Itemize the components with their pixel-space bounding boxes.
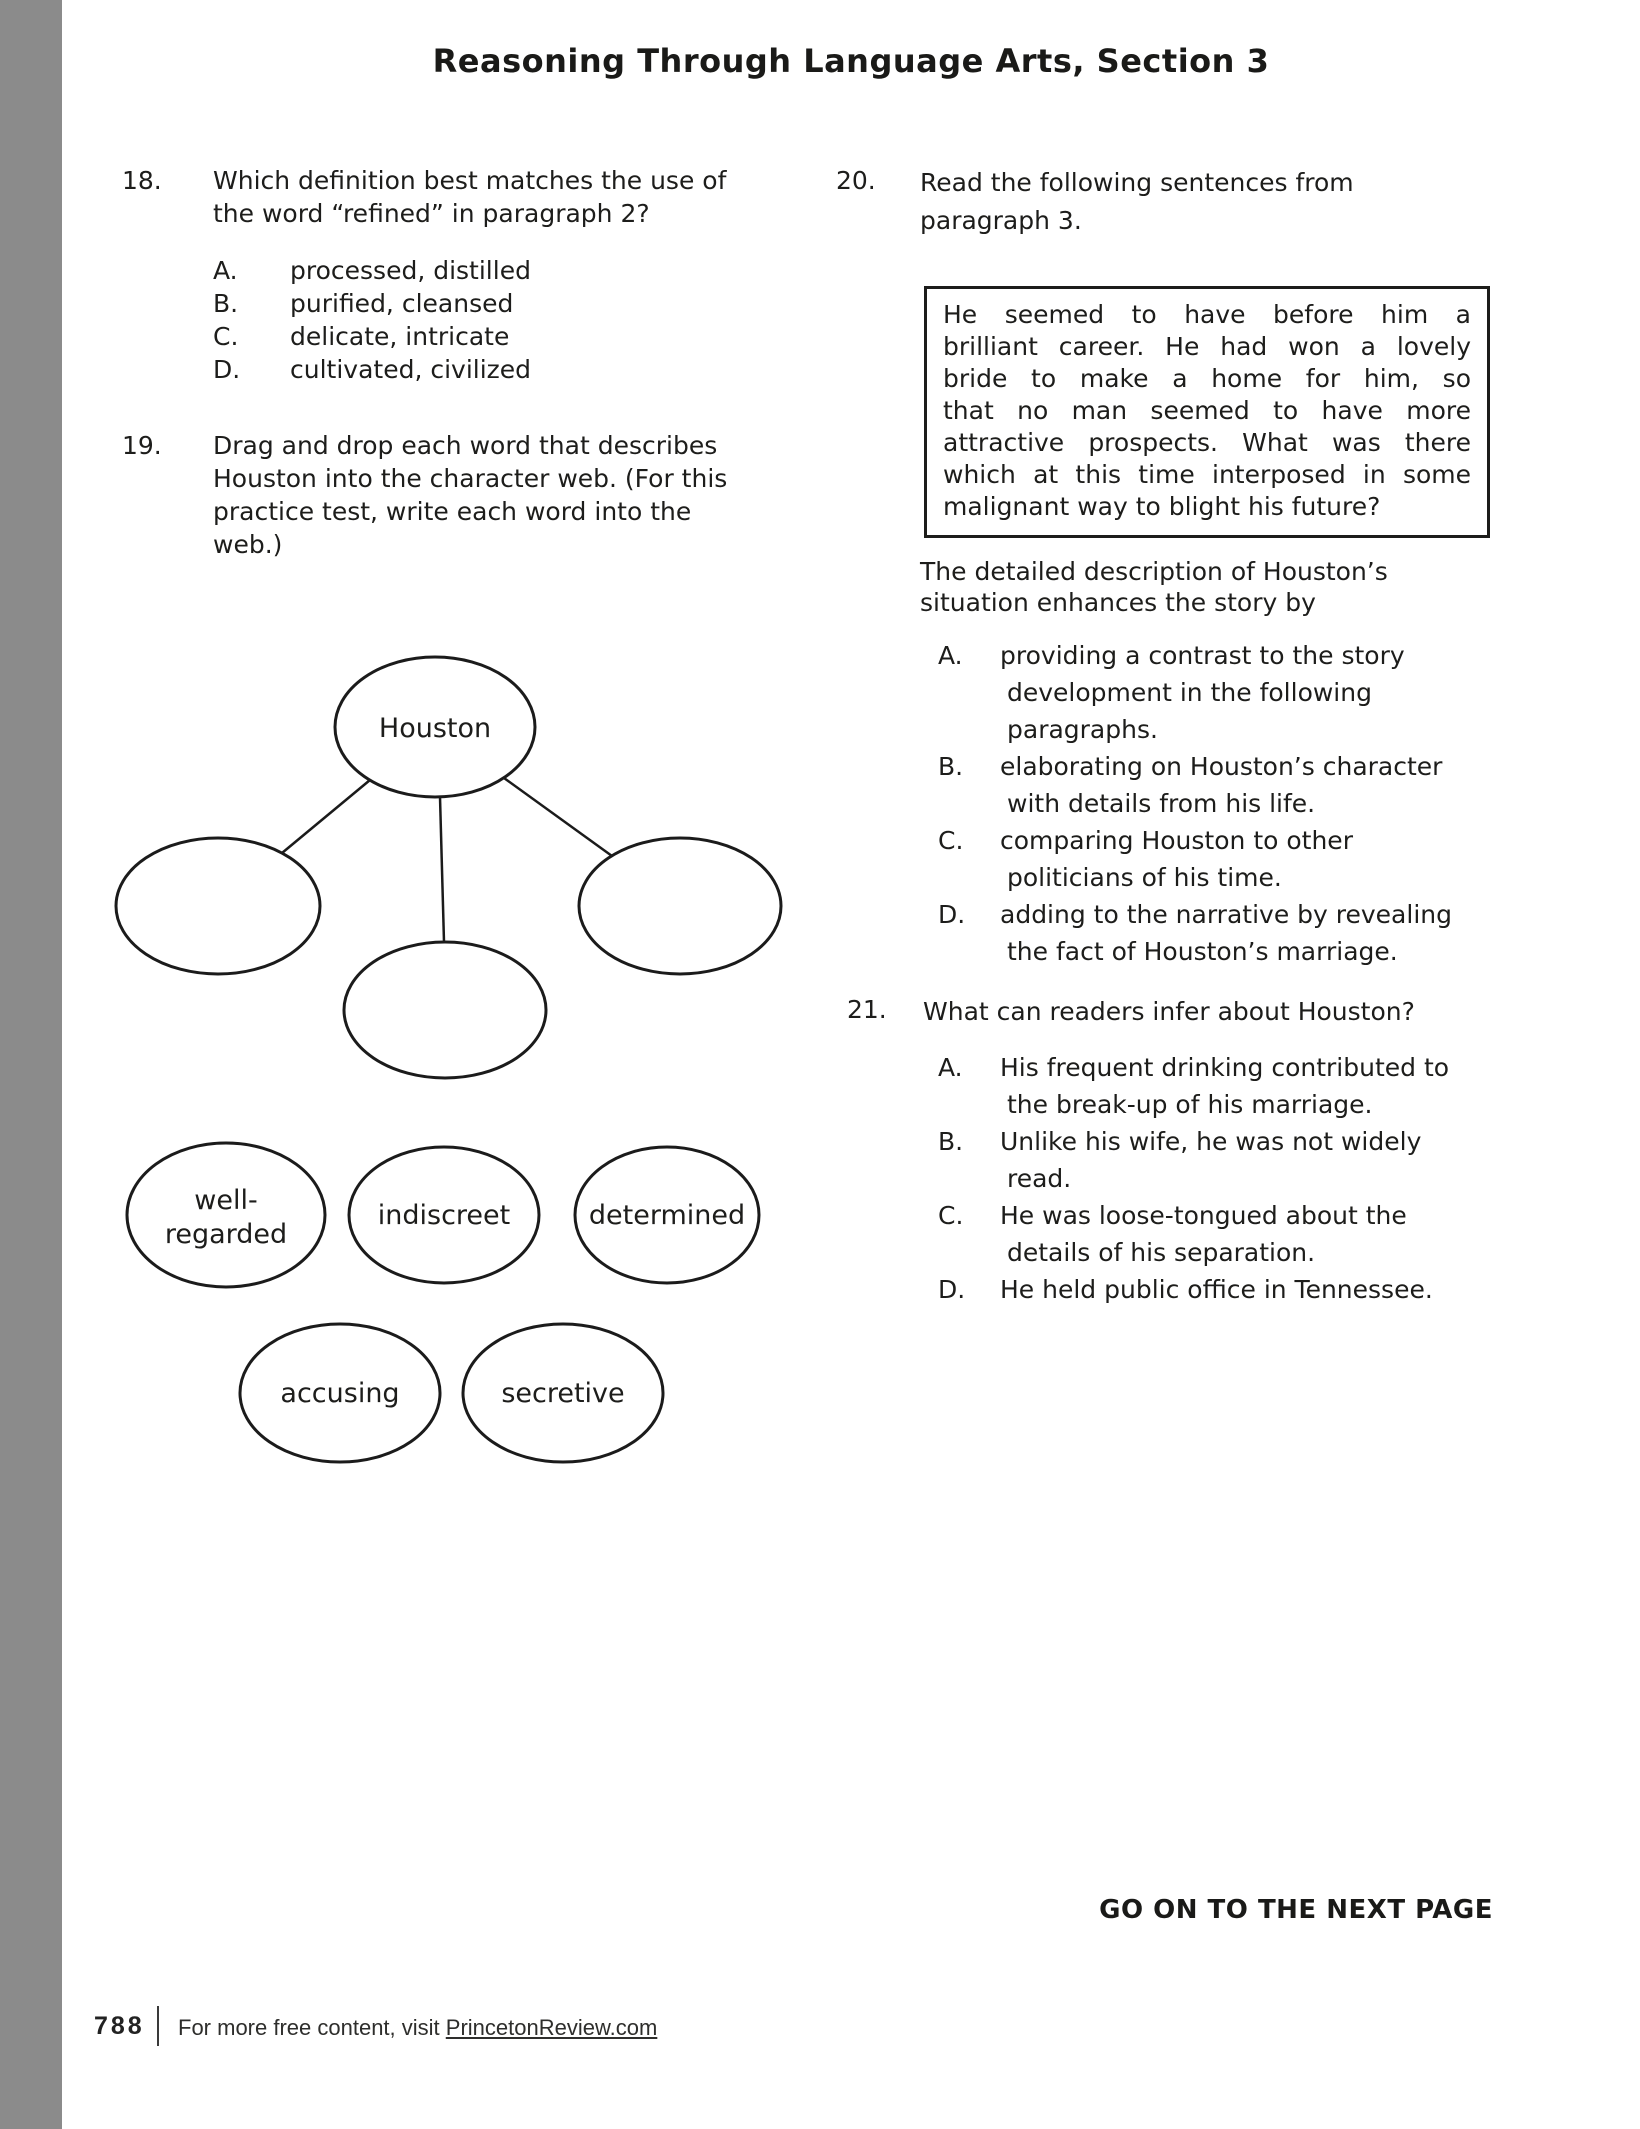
question-21-number: 21. [847, 995, 887, 1024]
footer-note-text: For more free content, visit [178, 2015, 446, 2040]
footer-divider [157, 2006, 159, 2046]
go-on-instruction: GO ON TO THE NEXT PAGE [1099, 1895, 1493, 1925]
page-title: Reasoning Through Language Arts, Section 3 [432, 42, 1270, 80]
option-letter: B. [213, 289, 239, 318]
web-empty-node-middle[interactable] [344, 942, 546, 1078]
answer-option [213, 353, 531, 386]
option-text: processed, distilled [290, 256, 531, 285]
question-20-number: 20. [836, 166, 876, 195]
character-web-diagram [90, 640, 810, 1480]
question-18-options [213, 254, 531, 386]
question-18-number: 18. [122, 166, 162, 195]
question-19-stem: Drag and drop each word that describes Houston into the character web. (For this practice test, write each word into the web.) [213, 431, 728, 559]
footer-note [178, 2015, 657, 2041]
question-20-explanation: The detailed description of Houston’s situation enhances the story by [920, 557, 1388, 617]
web-center-label: Houston [378, 713, 492, 744]
answer-option [938, 896, 1452, 970]
word-bank-label: indiscreet [377, 1200, 511, 1231]
web-connector [282, 780, 370, 853]
answer-option [938, 822, 1452, 896]
word-bank-label: accusing [280, 1378, 400, 1409]
page-edge-band [0, 0, 62, 2129]
answer-option [938, 1197, 1449, 1271]
page-footer [0, 2000, 1640, 2060]
word-bank-label: regarded [164, 1219, 288, 1250]
question-21-stem: What can readers infer about Houston? [923, 997, 1415, 1026]
answer-option [938, 1049, 1449, 1123]
option-text: delicate, intricate [290, 322, 510, 351]
option-text: comparing Houston to other politicians of his time. [1000, 826, 1353, 892]
answer-option [213, 254, 531, 287]
option-letter: B. [938, 1127, 964, 1156]
option-text: Unlike his wife, he was not widely read. [1000, 1127, 1422, 1193]
option-text: adding to the narrative by revealing the fact of Houston’s marriage. [1000, 900, 1452, 966]
option-letter: A. [938, 641, 963, 670]
word-bank-label: well- [194, 1185, 258, 1216]
option-text: He held public office in Tennessee. [1000, 1275, 1433, 1304]
option-text: purified, cleansed [290, 289, 514, 318]
option-letter: A. [938, 1053, 963, 1082]
answer-option [938, 1123, 1449, 1197]
option-letter: A. [213, 256, 238, 285]
web-connector [504, 778, 612, 856]
answer-option [213, 287, 531, 320]
option-letter: C. [938, 826, 964, 855]
option-letter: D. [938, 900, 966, 929]
question-18-stem: Which definition best matches the use of the word “refined” in paragraph 2? [213, 166, 727, 228]
option-letter: D. [938, 1275, 966, 1304]
question-20-stem: Read the following sentences from paragraph 3. [920, 168, 1354, 235]
answer-option [938, 637, 1452, 748]
word-bank-label: secretive [501, 1378, 625, 1409]
web-empty-node-right[interactable] [579, 838, 781, 974]
option-text: providing a contrast to the story development in the following paragraphs. [1000, 641, 1405, 744]
question-20-options [938, 637, 1452, 970]
princeton-review-link[interactable]: PrincetonReview.com [445, 2015, 658, 2040]
option-text: elaborating on Houston’s character with details from his life. [1000, 752, 1443, 818]
web-connector [440, 797, 444, 942]
option-letter: C. [213, 322, 239, 351]
option-text: cultivated, civilized [290, 355, 532, 384]
answer-option [213, 320, 531, 353]
option-letter: B. [938, 752, 964, 781]
question-19-number: 19. [122, 431, 162, 460]
option-letter: D. [213, 355, 241, 384]
page-number: 788 [94, 2012, 145, 2040]
answer-option [938, 1271, 1449, 1308]
passage-excerpt-box: He seemed to have before him a brilliant career. He had won a lovely bride to make a home for him, so that no man seemed to have more attractive prospects. What was there which at this time interposed in some malignant way to blight his future? [924, 286, 1490, 538]
option-text: His frequent drinking contributed to the break-up of his marriage. [1000, 1053, 1450, 1119]
word-bank-label: determined [588, 1200, 746, 1231]
option-text: He was loose-tongued about the details of his separation. [1000, 1201, 1407, 1267]
web-empty-node-left[interactable] [116, 838, 320, 974]
question-21-options [938, 1049, 1449, 1308]
answer-option [938, 748, 1452, 822]
option-letter: C. [938, 1201, 964, 1230]
